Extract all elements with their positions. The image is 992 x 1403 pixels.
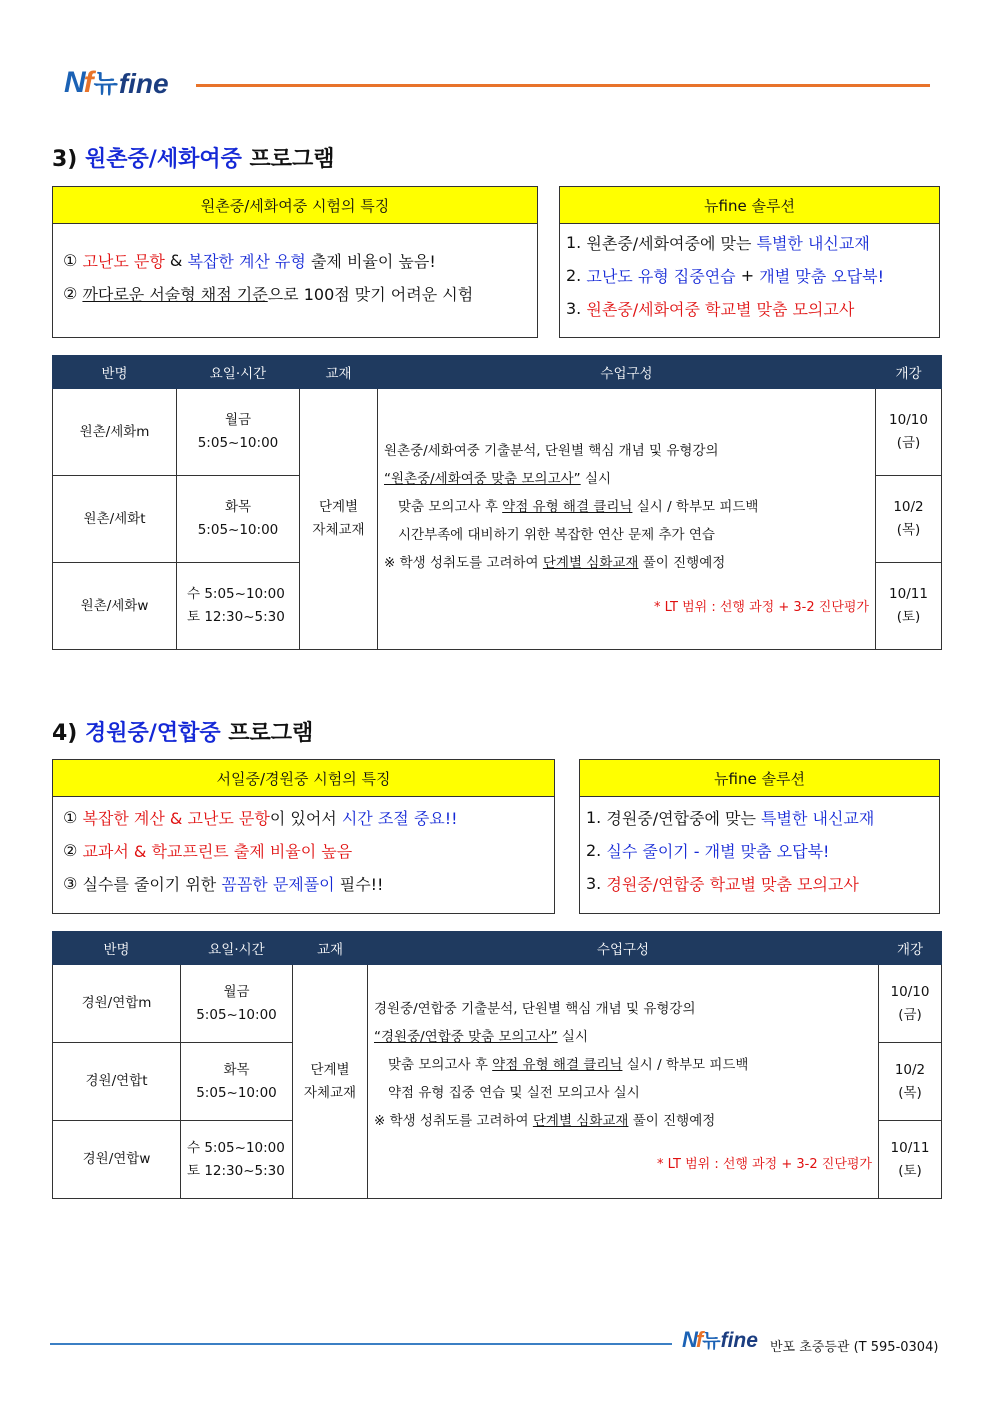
curriculum-text: 풀이 진행예정 (628, 1112, 716, 1129)
solution-line-text: + (740, 266, 755, 285)
footer-divider (50, 1343, 672, 1345)
col-header-time: 요일·시간 (181, 932, 293, 965)
feature-box-title: 원촌중/세화여중 시험의 특징 (53, 187, 537, 224)
solution-line-text: 원촌중/세화여중에 맞는 (586, 234, 752, 253)
schedule-table (52, 931, 942, 1199)
feature-line-highlight: 시간 조절 중요!! (341, 809, 458, 828)
logo-text-kr: 뉴 (93, 69, 118, 98)
time-cell (181, 1121, 293, 1199)
start-date: 10/10 (890, 983, 930, 1000)
solution-box (559, 186, 940, 338)
time-days: 수 5:05~10:00 (187, 1139, 285, 1156)
solution-line-number: 3. (566, 299, 582, 318)
time-days: 월금 (224, 412, 252, 428)
time-cell (177, 563, 300, 650)
table-header-row (53, 356, 942, 389)
section-title-program: 프로그램 (249, 147, 335, 172)
feature-line-number: ② (63, 841, 78, 860)
feature-line-text: 출제 비율이 높음! (310, 252, 436, 271)
time-cell (181, 965, 293, 1043)
curriculum-line: 원촌중/세화여중 기출분석, 단원별 핵심 개념 및 유형강의 (384, 442, 719, 459)
schedule-table (52, 355, 942, 650)
book-cell (300, 389, 378, 650)
solution-line-text: 경원중/연합중에 맞는 (606, 809, 756, 828)
section-number: 3) (52, 147, 78, 172)
start-date-cell (879, 1121, 942, 1199)
time-days: 월금 (223, 983, 250, 1000)
curriculum-underlined: “경원중/연합중 맞춤 모의고사” (374, 1028, 558, 1045)
start-weekday: (토) (896, 609, 921, 625)
time-hours: 5:05~10:00 (197, 522, 279, 538)
col-header-curriculum: 수업구성 (378, 356, 876, 389)
solution-box (579, 759, 940, 914)
book-line: 단계별 (310, 1061, 350, 1078)
logo-mark-n: N (682, 1327, 696, 1352)
lt-range-note: * LT 범위 : 선행 과정 + 3-2 진단평가 (653, 599, 869, 615)
col-header-start: 개강 (879, 932, 942, 965)
curriculum-text: ※ 학생 성취도를 고려하여 (374, 1112, 533, 1129)
start-weekday: (목) (896, 522, 921, 538)
start-weekday: (토) (898, 1162, 922, 1179)
solution-line (566, 226, 929, 259)
footer-campus-info: 반포 초중등관 (T 595-0304) (770, 1340, 939, 1355)
section-title-school: 원촌중/세화여중 (85, 147, 242, 172)
feature-box (52, 759, 555, 914)
solution-line (586, 834, 929, 867)
class-name-cell: 경원/연합t (53, 1043, 181, 1121)
time-cell (177, 476, 300, 563)
feature-line-highlight: 교과서 & 학교프린트 출제 비율이 높음 (82, 842, 353, 861)
feature-line-number: ② (63, 284, 78, 303)
curriculum-line: 시간부족에 대비하기 위한 복잡한 연산 문제 추가 연습 (398, 526, 715, 543)
class-name-cell: 원촌/세화m (53, 389, 177, 476)
feature-line (63, 867, 544, 900)
solution-line-number: 2. (566, 266, 582, 285)
col-header-book: 교재 (300, 356, 378, 389)
footer-logo (682, 1326, 758, 1353)
feature-line-text: 실수를 줄이기 위한 (82, 875, 217, 894)
solution-line (566, 259, 929, 292)
start-date: 10/11 (890, 1139, 930, 1156)
feature-line-text: & (169, 251, 183, 270)
feature-line-number: ① (63, 808, 78, 827)
curriculum-line (384, 493, 869, 521)
logo-mark-f: f (83, 66, 92, 99)
feature-line-highlight: 꼼꼼한 문제풀이 (221, 875, 335, 894)
brand-logo (64, 60, 169, 100)
col-header-class: 반명 (53, 356, 177, 389)
time-days: 화목 (224, 499, 252, 515)
solution-line-highlight: 경원중/연합중 학교별 맞춤 모의고사 (606, 875, 859, 894)
curriculum-text: 실시 / 학부모 피드백 (632, 498, 759, 515)
curriculum-text: 풀이 진행예정 (638, 554, 726, 571)
logo-text-en: fine (118, 68, 169, 99)
col-header-start: 개강 (876, 356, 942, 389)
solution-line-highlight: 고난도 유형 집중연습 (586, 267, 736, 286)
curriculum-line (384, 465, 869, 493)
logo-mark-f: f (695, 1327, 702, 1352)
curriculum-text: 맞춤 모의고사 후 (398, 498, 503, 515)
solution-box-title: 뉴fine 솔루션 (560, 187, 939, 224)
feature-line (63, 801, 544, 834)
feature-line-text: 으로 100점 맞기 어려운 시험 (267, 285, 474, 304)
solution-line-highlight: 원촌중/세화여중 학교별 맞춤 모의고사 (586, 300, 855, 319)
logo-text-kr: 뉴 (702, 1330, 721, 1352)
class-name-cell: 경원/연합w (53, 1121, 181, 1199)
feature-line-text: 필수!! (339, 875, 384, 894)
start-date: 10/10 (889, 412, 928, 428)
time-days: 화목 (223, 1061, 250, 1078)
feature-line-highlight: 고난도 문항 (82, 252, 165, 271)
feature-line-text: 이 있어서 (269, 809, 337, 828)
table-header-row (53, 932, 942, 965)
curriculum-cell (368, 965, 879, 1199)
lt-range-note: * LT 범위 : 선행 과정 + 3-2 진단평가 (656, 1156, 872, 1172)
section-number: 4) (52, 721, 78, 746)
start-date-cell (876, 389, 942, 476)
book-line: 자체교재 (312, 522, 365, 538)
book-line: 자체교재 (303, 1084, 357, 1101)
section-title (52, 716, 313, 747)
feature-line (63, 244, 527, 277)
class-name-cell: 원촌/세화w (53, 563, 177, 650)
curriculum-line: 경원중/연합중 기출분석, 단원별 핵심 개념 및 유형강의 (374, 1000, 696, 1017)
curriculum-underlined: 단계별 심화교재 (532, 1112, 629, 1129)
time-days: 수 5:05~10:00 (187, 586, 285, 602)
start-weekday: (금) (898, 1006, 922, 1023)
curriculum-text: 실시 (580, 470, 612, 487)
curriculum-text: 실시 (557, 1028, 588, 1045)
curriculum-underlined: “원촌중/세화여중 맞춤 모의고사” (384, 470, 581, 487)
curriculum-underlined: 약점 유형 해결 클리닉 (492, 1056, 623, 1073)
header-divider (196, 84, 930, 87)
feature-line-number: ③ (63, 874, 78, 893)
curriculum-text: 실시 / 학부모 피드백 (622, 1056, 749, 1073)
time-hours: 토 12:30~5:30 (187, 1162, 285, 1179)
start-date-cell (876, 476, 942, 563)
curriculum-line (374, 1051, 872, 1079)
section-title (52, 142, 335, 173)
col-header-class: 반명 (53, 932, 181, 965)
book-cell (293, 965, 368, 1199)
curriculum-cell (378, 389, 876, 650)
start-date-cell (879, 1043, 942, 1121)
solution-line-number: 1. (586, 808, 602, 827)
curriculum-line (374, 1107, 872, 1135)
start-date-cell (879, 965, 942, 1043)
start-date: 10/2 (893, 499, 924, 515)
solution-line-highlight: 특별한 내신교재 (761, 809, 875, 828)
section-title-school: 경원중/연합중 (85, 721, 221, 746)
time-cell (177, 389, 300, 476)
curriculum-text: ※ 학생 성취도를 고려하여 (384, 554, 543, 571)
solution-line (566, 292, 929, 325)
feature-box (52, 186, 538, 338)
solution-box-title: 뉴fine 솔루션 (580, 760, 939, 797)
table-row (53, 965, 942, 1043)
feature-line (63, 834, 544, 867)
time-hours: 5:05~10:00 (196, 1006, 277, 1023)
book-line: 단계별 (318, 499, 359, 515)
start-date: 10/2 (894, 1061, 926, 1078)
solution-line-number: 1. (566, 233, 582, 252)
feature-box-title: 서일중/경원중 시험의 특징 (53, 760, 554, 797)
curriculum-line: 약점 유형 집중 연습 및 실전 모의고사 실시 (388, 1084, 640, 1101)
class-name-cell: 경원/연합m (53, 965, 181, 1043)
solution-line-highlight: 실수 줄이기 - 개별 맞춤 오답북! (606, 842, 830, 861)
feature-line-underlined: 까다로운 서술형 채점 기준 (82, 285, 268, 304)
col-header-time: 요일·시간 (177, 356, 300, 389)
time-hours: 5:05~10:00 (197, 435, 279, 451)
start-date-cell (876, 563, 942, 650)
section-title-program: 프로그램 (228, 721, 314, 746)
feature-line-highlight: 복잡한 계산 유형 (187, 252, 306, 271)
time-hours: 토 12:30~5:30 (187, 609, 285, 625)
logo-mark-n: N (64, 66, 84, 99)
curriculum-line (374, 1023, 872, 1051)
time-hours: 5:05~10:00 (196, 1084, 277, 1101)
feature-line-number: ① (63, 251, 78, 270)
start-date: 10/11 (889, 586, 928, 602)
start-weekday: (목) (898, 1084, 922, 1101)
solution-line-highlight: 개별 맞춤 오답북! (759, 267, 885, 286)
solution-line-number: 3. (586, 874, 602, 893)
solution-line-highlight: 특별한 내신교재 (756, 234, 870, 253)
col-header-book: 교재 (293, 932, 368, 965)
col-header-curriculum: 수업구성 (368, 932, 879, 965)
solution-line-number: 2. (586, 841, 602, 860)
feature-line-highlight: 복잡한 계산 & 고난도 문항 (82, 809, 270, 828)
logo-text-en: fine (720, 1329, 758, 1352)
curriculum-line (384, 549, 869, 577)
time-cell (181, 1043, 293, 1121)
solution-line (586, 867, 929, 900)
start-weekday: (금) (896, 435, 921, 451)
solution-line (586, 801, 929, 834)
curriculum-underlined: 단계별 심화교재 (542, 554, 639, 571)
class-name-cell: 원촌/세화t (53, 476, 177, 563)
table-row (53, 389, 942, 476)
curriculum-underlined: 약점 유형 해결 클리닉 (502, 498, 633, 515)
feature-line (63, 277, 527, 310)
curriculum-text: 맞춤 모의고사 후 (388, 1056, 493, 1073)
